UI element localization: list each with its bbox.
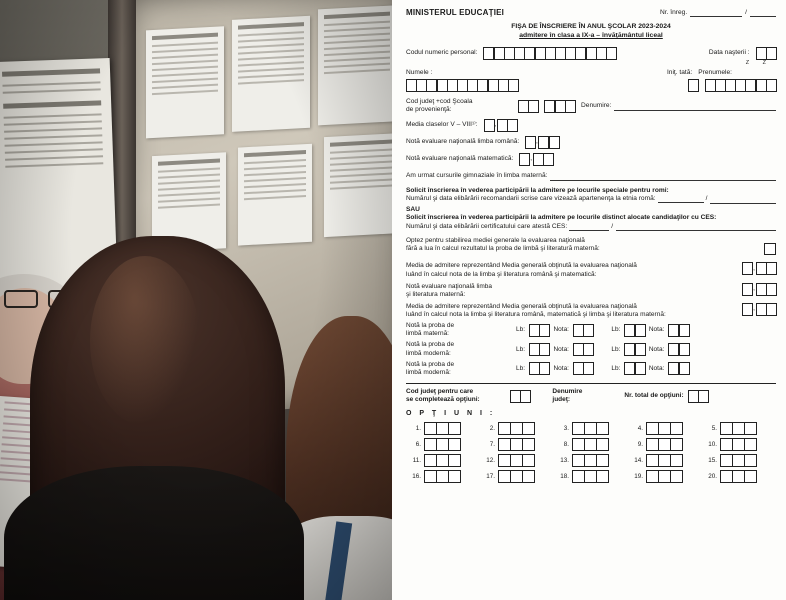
proba-1-line1: Notă la proba de bbox=[406, 322, 455, 330]
proba-3-lb-boxes-a[interactable] bbox=[529, 362, 549, 375]
proba-1-lb-label-a: Lb: bbox=[516, 326, 526, 334]
optiuni-county-code-boxes[interactable] bbox=[510, 390, 530, 403]
nota-materna-line1: Notă evaluare naţională limba bbox=[406, 282, 492, 290]
optiune-item[interactable] bbox=[406, 422, 480, 435]
romi-number-field[interactable] bbox=[658, 195, 704, 203]
optiune-number: 18. bbox=[560, 472, 569, 480]
proba-2-nota-label-a: Nota: bbox=[553, 345, 569, 353]
cnp-row bbox=[406, 47, 776, 60]
birthdate-hint: Z Z bbox=[745, 59, 772, 66]
birthdate-input-boxes[interactable] bbox=[756, 47, 776, 60]
optiune-item[interactable] bbox=[554, 438, 628, 451]
media-admitere-2-line1: Media de admitere reprezentând Media generală obţinută la evaluarea naţională bbox=[406, 302, 637, 310]
ministry-title: MINISTERUL EDUCAŢIEI bbox=[406, 8, 505, 17]
optiune-item[interactable] bbox=[406, 470, 480, 483]
nr-inreg-field[interactable] bbox=[690, 9, 742, 17]
posted-list-sheet bbox=[318, 5, 392, 125]
optez-line2: fără a lua în calcul rezultatul la proba de limbă şi literatură maternă: bbox=[406, 245, 600, 253]
school-code-boxes[interactable] bbox=[544, 100, 575, 113]
proba-1-nota-label-a: Nota: bbox=[553, 326, 569, 334]
optiuni-header-row bbox=[406, 388, 776, 404]
cnp-input-boxes[interactable] bbox=[483, 47, 616, 60]
name-row bbox=[406, 69, 776, 77]
media-admitere-1-dec-boxes[interactable] bbox=[756, 262, 776, 275]
optiune-item[interactable] bbox=[702, 438, 776, 451]
photo-panel bbox=[0, 0, 392, 600]
proba-2-lb-label-a: Lb: bbox=[516, 345, 526, 353]
posted-list-sheet bbox=[324, 133, 392, 237]
optiune-item[interactable] bbox=[628, 438, 702, 451]
romi-section-title: Solicit înscrierea în vederea participării la admitere pe locurile speciale pentru romi: bbox=[406, 186, 669, 194]
optiune-item[interactable] bbox=[628, 454, 702, 467]
proba-1-line2: limbă maternă: bbox=[406, 330, 449, 338]
optiuni-grid bbox=[406, 422, 776, 486]
county-code-label-line2: de provenienţă: bbox=[406, 106, 452, 114]
optiune-item[interactable] bbox=[628, 422, 702, 435]
form-title-line2: admitere în clasa a IX-a – învăţământul liceal bbox=[519, 32, 663, 40]
optiuni-title: O P Ţ I U N I : bbox=[406, 410, 496, 418]
section-divider bbox=[406, 383, 776, 384]
proba-3-nota-label-b: Nota: bbox=[648, 364, 665, 372]
ces-number-field[interactable] bbox=[569, 223, 609, 231]
optiune-item[interactable] bbox=[702, 422, 776, 435]
proba-limba-materna-row bbox=[406, 322, 776, 338]
school-name-label: Denumire: bbox=[581, 102, 612, 110]
admission-form-document bbox=[392, 0, 786, 600]
county-code-label-line1: Cod judeţ +cod Şcoala bbox=[406, 98, 473, 106]
media-v-viii-dec-boxes[interactable] bbox=[497, 119, 517, 132]
optiune-item[interactable] bbox=[406, 438, 480, 451]
optiuni-total-label: Nr. total de opţiuni: bbox=[624, 392, 684, 400]
proba-3-line2: limbă modernă: bbox=[406, 368, 451, 376]
nota-matematica-dec-boxes[interactable] bbox=[533, 153, 553, 166]
proba-2-nota-boxes-b[interactable] bbox=[668, 343, 688, 356]
nota-romana-row: Notă evaluare naţională limba română: , bbox=[406, 136, 776, 149]
nr-inreg-date-field[interactable] bbox=[750, 9, 776, 17]
proba-1-nota-boxes-a[interactable] bbox=[573, 324, 593, 337]
proba-3-lb-label-a: Lb: bbox=[516, 364, 526, 372]
proba-3-lb-boxes-b[interactable] bbox=[624, 362, 644, 375]
father-initial-box[interactable] bbox=[688, 79, 698, 92]
optiune-number: 6. bbox=[415, 440, 421, 448]
county-code-boxes[interactable] bbox=[518, 100, 538, 113]
proba-3-lb-label-b: Lb: bbox=[611, 364, 621, 372]
romi-detail-label: Numărul şi data elibărării recomandarii scrise care vizează apartenenţa la etnia romă: bbox=[406, 195, 656, 203]
proba-2-group-a bbox=[514, 343, 595, 356]
optiune-item[interactable] bbox=[702, 470, 776, 483]
optiune-item[interactable] bbox=[628, 470, 702, 483]
nota-materna-line2: şi literatura maternă: bbox=[406, 290, 466, 298]
optiune-item[interactable] bbox=[480, 470, 554, 483]
proba-2-nota-label-b: Nota: bbox=[648, 345, 665, 353]
proba-2-group-b bbox=[609, 343, 690, 356]
firstname-label: Prenumele: bbox=[698, 68, 732, 76]
media-admitere-1-int-box[interactable] bbox=[742, 262, 752, 275]
proba-3-group-b bbox=[609, 362, 690, 375]
optiune-number: 5. bbox=[711, 424, 717, 432]
media-v-viii-label: Media claselor V – VIII¹⁾: bbox=[406, 120, 478, 128]
posted-list-sheet bbox=[232, 16, 310, 132]
optiune-number: 19. bbox=[634, 472, 643, 480]
nr-inreg-label: Nr. înreg. bbox=[660, 8, 688, 16]
optiune-number: 15. bbox=[708, 456, 717, 464]
optiune-number: 14. bbox=[634, 456, 643, 464]
romi-date-field[interactable] bbox=[710, 195, 776, 204]
initial-label: Iniţ. tată: bbox=[666, 68, 693, 76]
optiune-item[interactable] bbox=[480, 454, 554, 467]
optiune-item[interactable] bbox=[554, 422, 628, 435]
proba-3-group-a bbox=[514, 362, 595, 375]
proba-limba-moderna-2-row bbox=[406, 361, 776, 377]
ces-date-field[interactable] bbox=[616, 222, 776, 231]
optiune-number: 16. bbox=[412, 472, 421, 480]
proba-2-lb-boxes-a[interactable] bbox=[529, 343, 549, 356]
optiuni-county-label-line2: se completează opţiuni: bbox=[406, 396, 480, 404]
name-boxes-row bbox=[406, 79, 776, 92]
optiuni-total-boxes[interactable] bbox=[688, 390, 708, 403]
optiune-number: 3. bbox=[563, 424, 569, 432]
proba-1-lb-label-b: Lb: bbox=[611, 326, 621, 334]
media-v-viii-int-box[interactable] bbox=[484, 119, 494, 132]
optiuni-county-name-label-line2: judeţ: bbox=[552, 396, 571, 404]
nota-materna-row: Notă evaluare naţională limba şi literatura maternă: , bbox=[406, 283, 776, 299]
proba-3-nota-boxes-b[interactable] bbox=[668, 362, 688, 375]
optiune-item[interactable] bbox=[480, 422, 554, 435]
optiune-number: 4. bbox=[637, 424, 643, 432]
optez-row bbox=[406, 237, 776, 258]
optiuni-county-name-label-line1: Denumire bbox=[552, 387, 583, 395]
media-admitere-2-row: Media de admitere reprezentând Media generală obţinută la evaluarea naţională luând în calcul nota la limba şi literatura română, matematică şi limba şi literatura maternă: , bbox=[406, 303, 776, 319]
proba-2-lb-boxes-b[interactable] bbox=[624, 343, 644, 356]
optiune-number: 20. bbox=[708, 472, 717, 480]
proba-3-line1: Notă la proba de bbox=[406, 360, 455, 368]
proba-1-lb-boxes-a[interactable] bbox=[529, 324, 549, 337]
optiune-number: 8. bbox=[563, 440, 569, 448]
nota-materna-int-box[interactable] bbox=[742, 283, 752, 296]
optiune-number: 17. bbox=[486, 472, 495, 480]
proba-1-group-a bbox=[514, 324, 595, 337]
person-student-foreground bbox=[30, 236, 285, 600]
posted-list-sheet bbox=[146, 26, 224, 138]
shirt bbox=[4, 466, 304, 600]
name-label: Numele : bbox=[406, 68, 433, 76]
optiune-number: 9. bbox=[637, 440, 643, 448]
media-admitere-1-line1: Media de admitere reprezentând Media generală obţinută la evaluarea naţională bbox=[406, 262, 637, 270]
proba-3-nota-label-a: Nota: bbox=[553, 364, 569, 372]
ces-section-title: Solicit înscrierea în vederea participării la admitere pe locurile distinct alocate candidaţilor cu CES: bbox=[406, 214, 717, 222]
posted-list-sheet bbox=[238, 144, 312, 246]
optiune-number: 10. bbox=[708, 440, 717, 448]
nota-materna-dec-boxes[interactable] bbox=[756, 283, 776, 296]
media-v-viii-row: Media claselor V – VIII¹⁾: , bbox=[406, 119, 776, 132]
optiune-number: 13. bbox=[560, 456, 569, 464]
proba-1-nota-label-b: Nota: bbox=[648, 326, 665, 334]
school-name-field[interactable] bbox=[614, 102, 776, 111]
name-input-boxes[interactable] bbox=[406, 79, 518, 92]
optiune-number: 11. bbox=[412, 456, 421, 464]
media-admitere-1-line2: luând în calcul nota de la limba şi literatura română şi matematică: bbox=[406, 270, 597, 278]
firstname-input-boxes[interactable] bbox=[705, 79, 776, 92]
proba-limba-moderna-1-row bbox=[406, 341, 776, 357]
optiune-number: 2. bbox=[489, 424, 495, 432]
nota-romana-int-box[interactable] bbox=[525, 136, 535, 149]
media-admitere-1-row: Media de admitere reprezentând Media generală obţinută la evaluarea naţională luând în calcul nota de la limba şi literatura română şi matematică: , bbox=[406, 262, 776, 278]
proba-1-group-b bbox=[609, 324, 690, 337]
optiune-item[interactable] bbox=[406, 454, 480, 467]
nota-romana-label: Notă evaluare naţională limba română: bbox=[406, 137, 520, 145]
school-code-row bbox=[406, 98, 776, 114]
media-admitere-2-line2: luând în calcul nota la limba şi literatura română, matematică şi limba şi literatura maternă: bbox=[406, 311, 666, 319]
proba-2-line1: Notă la proba de bbox=[406, 341, 455, 349]
proba-1-lb-boxes-b[interactable] bbox=[624, 324, 644, 337]
limba-materna-label: Am urmat cursurile gimnaziale în limba maternă: bbox=[406, 171, 548, 179]
hair-highlight bbox=[90, 256, 200, 426]
optiune-number: 7. bbox=[489, 440, 495, 448]
proba-2-lb-label-b: Lb: bbox=[611, 345, 621, 353]
optiune-item[interactable] bbox=[480, 438, 554, 451]
proba-2-line2: limbă modernă: bbox=[406, 349, 451, 357]
proba-2-nota-boxes-a[interactable] bbox=[573, 343, 593, 356]
ces-detail-row: Numărul şi data elibărării certificatului care atestă CES: / bbox=[406, 222, 776, 231]
proba-1-nota-boxes-b[interactable] bbox=[668, 324, 688, 337]
cnp-label: Codul numeric personal: bbox=[406, 49, 478, 57]
optiune-number: 12. bbox=[486, 456, 495, 464]
nota-matematica-int-box[interactable] bbox=[519, 153, 529, 166]
limba-materna-row bbox=[406, 172, 776, 181]
nota-romana-dec-boxes[interactable] bbox=[538, 136, 558, 149]
optiune-item[interactable] bbox=[554, 454, 628, 467]
romi-detail-row: Numărul şi data elibărării recomandarii scrise care vizează apartenenţa la etnia romă: / bbox=[406, 195, 776, 204]
limba-materna-field[interactable] bbox=[550, 172, 776, 181]
media-admitere-2-int-box[interactable] bbox=[742, 303, 752, 316]
birthdate-label: Data naşterii : bbox=[708, 49, 750, 57]
proba-3-nota-boxes-a[interactable] bbox=[573, 362, 593, 375]
ces-detail-label: Numărul şi data elibărării certificatului care atestă CES: bbox=[406, 222, 568, 230]
optez-checkbox[interactable] bbox=[764, 243, 776, 255]
optiune-number: 1. bbox=[415, 424, 421, 432]
optiune-item[interactable] bbox=[702, 454, 776, 467]
optiune-item[interactable] bbox=[554, 470, 628, 483]
form-header bbox=[406, 8, 776, 18]
nota-matematica-row: Notă evaluare naţională matematică: , bbox=[406, 153, 776, 166]
optiuni-county-label-line1: Cod judeţ pentru care bbox=[406, 387, 474, 395]
form-title-line1: FIŞA DE ÎNSCRIERE ÎN ANUL ŞCOLAR 2023-2024 bbox=[511, 23, 671, 30]
media-admitere-2-dec-boxes[interactable] bbox=[756, 303, 776, 316]
optez-line1: Optez pentru stabilirea mediei generale la evaluarea naţională bbox=[406, 237, 585, 245]
nota-matematica-label: Notă evaluare naţională matematică: bbox=[406, 154, 514, 162]
sau-separator: SAU bbox=[406, 205, 420, 213]
nr-inreg-separator: / bbox=[745, 8, 747, 16]
